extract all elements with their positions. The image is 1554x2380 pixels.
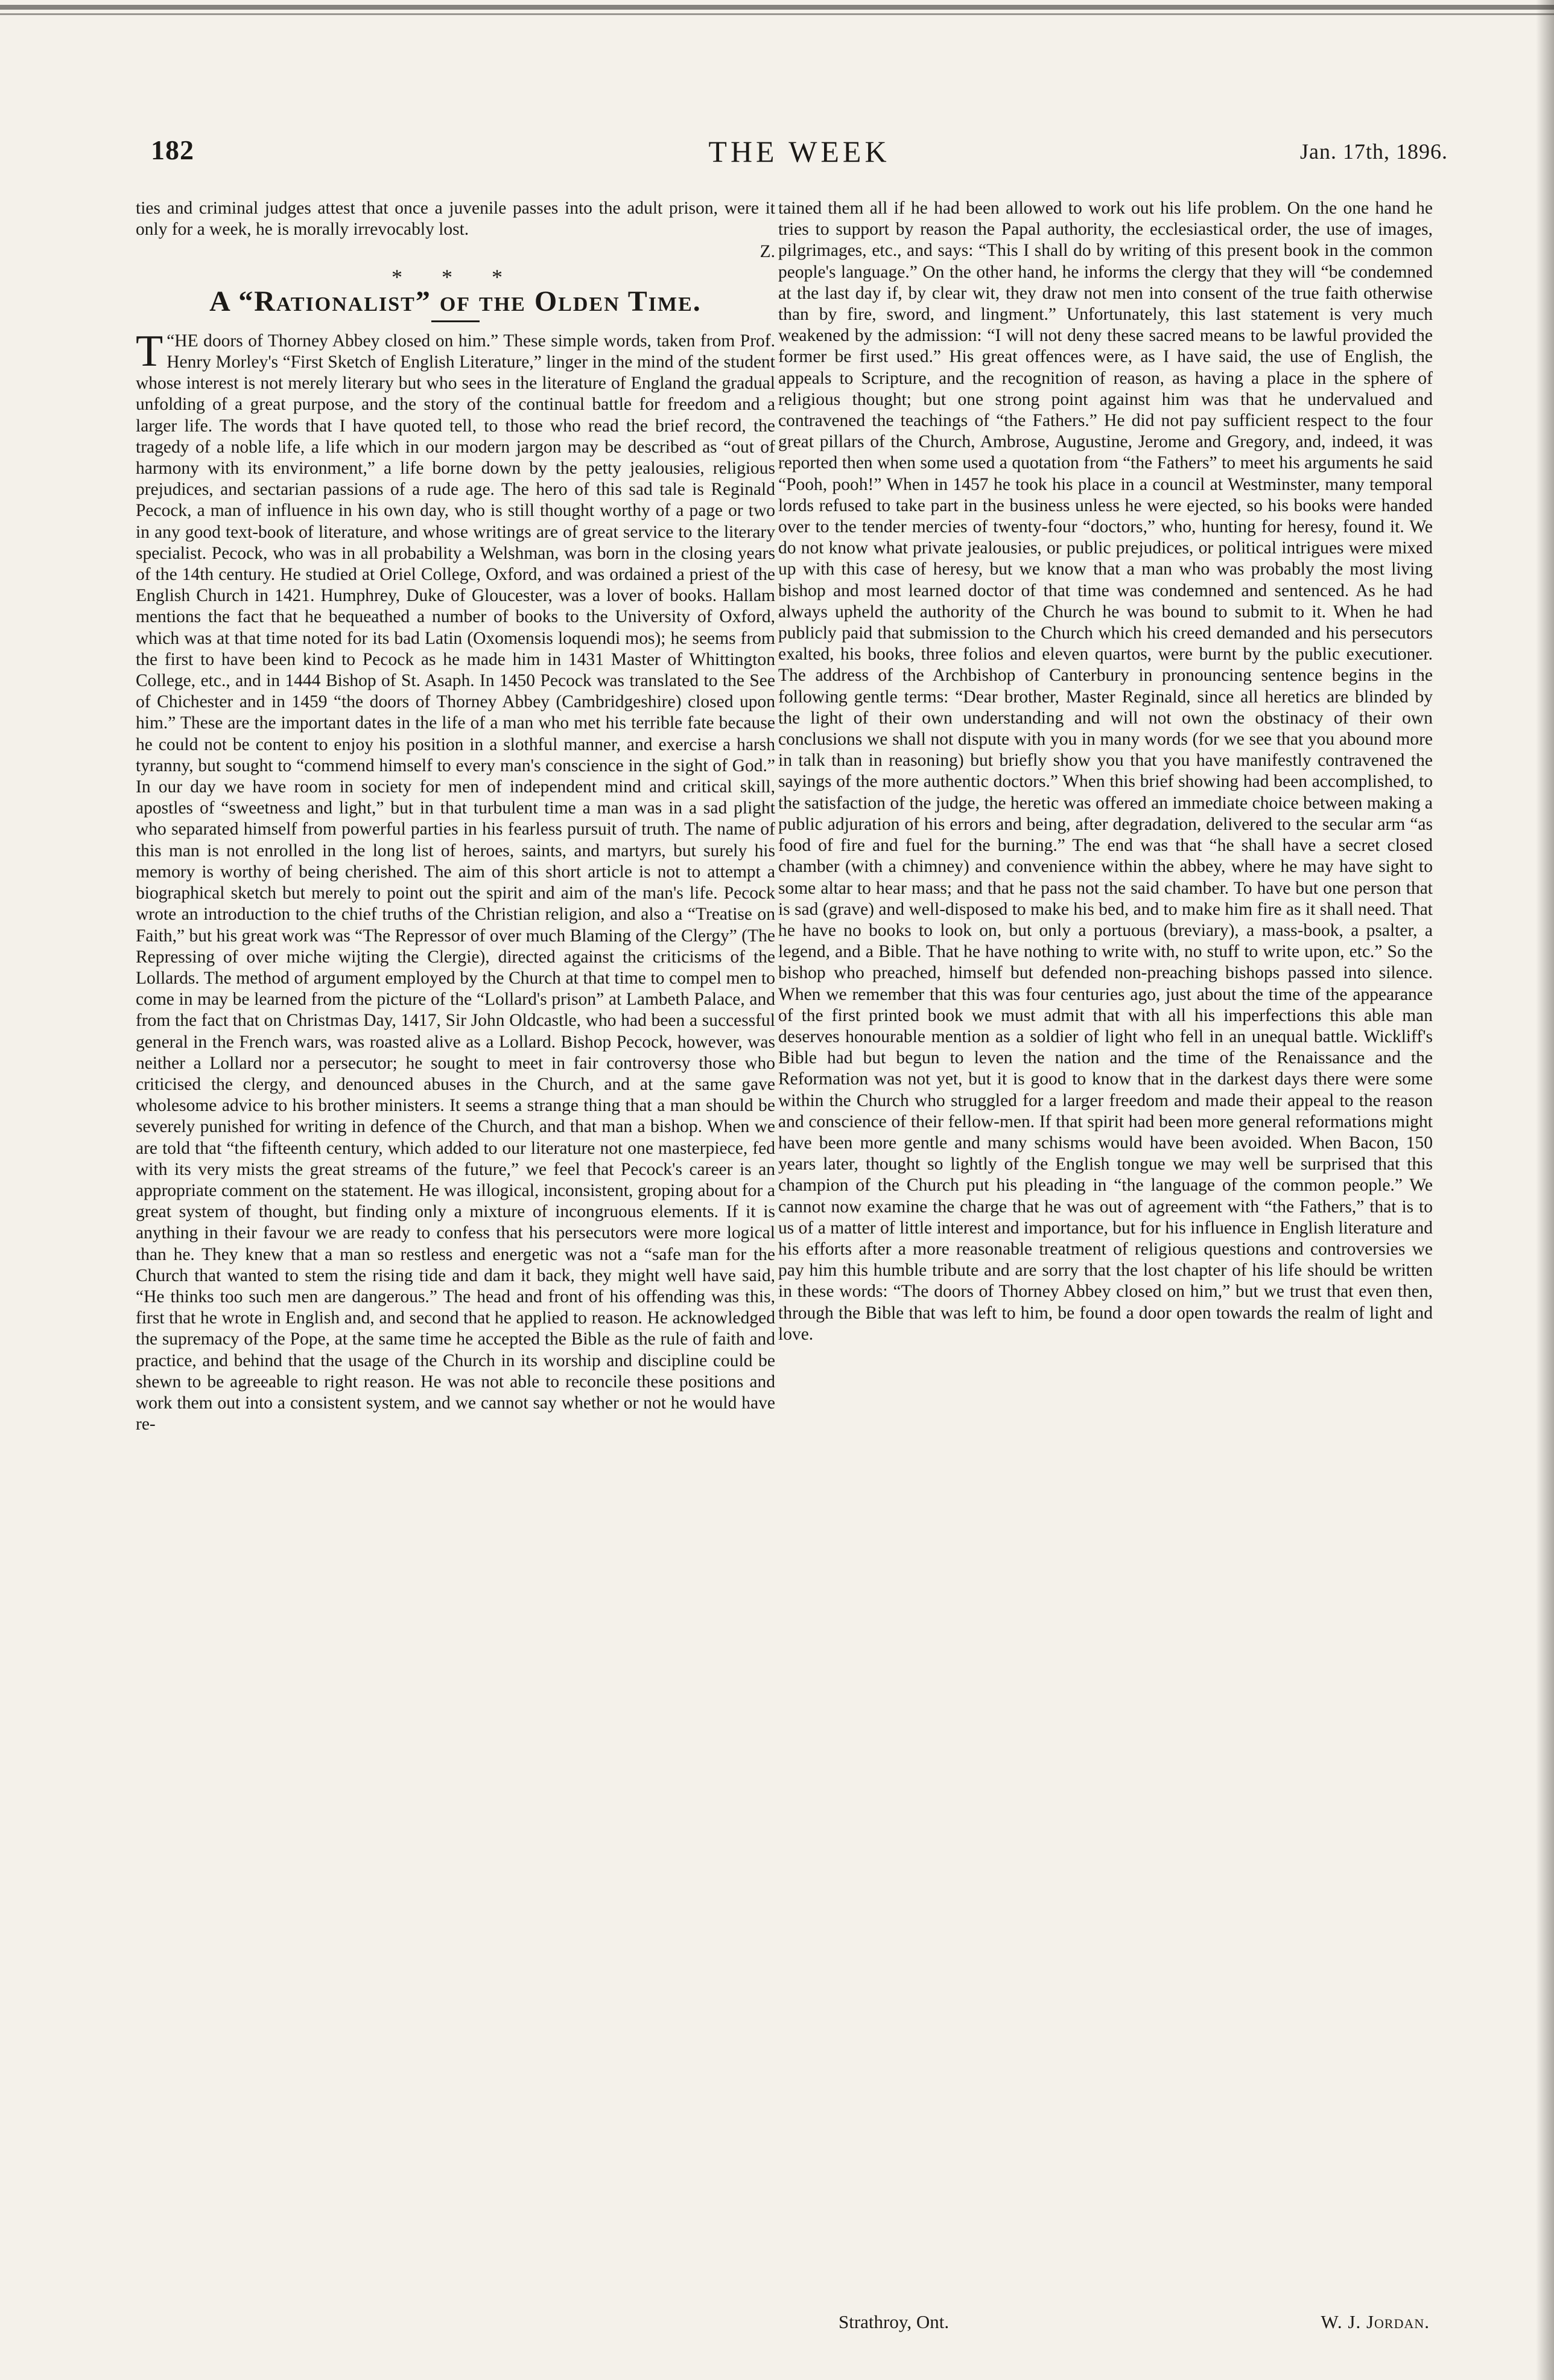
author-name: W. J. Jordan. xyxy=(1321,2311,1430,2332)
drop-cap: T xyxy=(136,326,163,376)
section-divider-stars: * * * xyxy=(392,264,519,289)
page-header xyxy=(151,134,1448,176)
top-border-rule xyxy=(0,5,1554,10)
issue-date: Jan. 17th, 1896. xyxy=(1300,139,1448,164)
article-body-left xyxy=(136,326,775,1436)
article-footer xyxy=(839,2311,1430,2341)
page-number: 182 xyxy=(151,135,194,165)
title-underline-rule xyxy=(431,320,480,322)
article-body-right: tained them all if he had been allowed to work out his life problem. On the one hand he tries to support by reason the Papal authority, the ecclesiastical order, the use of images, pilgrimages, etc., and says: “This I shall do by writing of this present book in the common people's language.” On the other hand, he informs the clergy that they will “be condemned at the last day if, by clear wit, they draw not men into consent of the true faith otherwise than by fire, sword, and lingment.” Unfortunately, this last statement is very much weakened by the admission: “I will not deny these sacred means to be lawful provided the former be first used.” His great offences were, as I have said, the use of English, the appeals to Scripture, and the recognition of reason, as having a place in the sphere of religious thought; but one strong point against him was that he undervalued and contravened the teachings of “the Fathers.” He did not pay sufficient respect to the four great pillars of the Church, Ambrose, Augustine, Jerome and Gregory, and, indeed, it was reported then when some used a quotation from “the Fathers” to meet his arguments he said “Pooh, pooh!” When in 1457 he took his place in a council at Westminster, many temporal lords refused to take part in the business unless he were ejected, so his books were handed over to the tender mercies of twenty-four “doctors,” who, hunting for heresy, found it. We do not know what private jealousies, or public prejudices, or political intrigues were mixed up with this case of heresy, but we know that a man who was probably the most living bishop and most learned doctor of that time was condemned and sentenced. As he had always upheld the authority of the Church he was bound to submit to it. When he had publicly paid that submission to the Church which his creed demanded and his persecutors exalted, his books, three folios and eleven quartos, were burnt by the public executioner. The address of the Archbishop of Canterbury in pronouncing sentence begins in the following gentle terms: “Dear brother, Master Reginald, since all heretics are blinded by the light of their own understanding and will not own the obstinacy of their own conclusions we shall not dispute with you in many words (for we see that you abound more in talk than in reasoning) but briefly show you that you have manifestly contravened the sayings of the more authentic doctors.” When this brief showing had been accomplished, to the satisfaction of the judge, the heretic was offered an immediate choice between making a public adjuration of his errors and being, after degradation, delivered to the secular arm “as food of fire and fuel for the burning.” The end was that “he shall have a secret closed chamber (with a chimney) and convenience within the abbey, where he may have sight to some altar to hear mass; and that he pass not the said chamber. To have but one person that is sad (grave) and well-disposed to make his bed, and to make him fire as it shall need. That he have no books to look on, but only a portuous (breviary), a mass-book, a psalter, a legend, and a Bible. That he have nothing to write with, no stuff to write upon, etc.” So the bishop who preached, himself but defended non-preaching bishops passed into silence. When we remember that this was four centuries ago, just about the time of the appearance of the first printed book we must admit that with all his imperfections this able man deserves honourable mention as a soldier of light who fell in an unequal battle. Wickliff's Bible had but begun to leven the nation and the time of the Renaissance and the Reformation was not yet, but it is good to know that in the darkest days there were some within the Church who struggled for a larger freedom and made their appeal to the reason and conscience of their fellow-men. If that spirit had been more general reformations might have been more gentle and many schisms would have been avoided. When Bacon, 150 years later, thought so lightly of the English tongue we may well be surprised that this champion of the Church put his pleading in “the language of the common people.” We cannot now examine the charge that he was out of agreement with “the Fathers,” that is to us of a matter of little interest and importance, but for his influence in English literature and his efforts after a more reasonable treatment of religious questions and controversies we pay him this humble tribute and are sorry that the lost chapter of his life should be written in these words: “The doors of Thorney Abbey closed on him,” but we trust that even then, through the Bible that was left to him, be found a door open towards the realm of light and love. xyxy=(778,199,1433,1344)
masthead-title: THE WEEK xyxy=(708,135,890,168)
page-edge-shadow xyxy=(1536,0,1554,2380)
article-text-left: “HE doors of Thorney Abbey closed on him.” These simple words, taken from Prof. Henry Morley's “First Sketch of English Literature,” linger in the mind of the student whose interest is not merely literary but who sees in the literature of England the gradual unfolding of a great purpose, and the story of the continual battle for freedom and a larger life. The words that I have quoted tell, to those who read the brief record, the tragedy of a noble life, a life which in our modern jargon may be described as “out of harmony with its environment,” a life borne down by the petty jealousies, religious prejudices, and sectarian passions of a rude age. The hero of this sad tale is Reginald Pecock, a man of influence in his own day, who is still thought worthy of a page or two in any good text-book of literature, and whose writings are of great service to the literary specialist. Pecock, who was in all probability a Welshman, was born in the closing years of the 14th century. He studied at Oriel College, Oxford, and was ordained a priest of the English Church in 1421. Humphrey, Duke of Gloucester, was a lover of books. Hallam mentions the fact that he bequeathed a number of books to the University of Oxford, which was at that time noted for its bad Latin (Oxomensis loquendi mos); he seems from the first to have been kind to Pecock as he made him in 1431 Master of Whittington College, etc., and in 1444 Bishop of St. Asaph. In 1450 Pecock was translated to the See of Chichester and in 1459 “the doors of Thorney Abbey (Cambridgeshire) closed upon him.” These are the important dates in the life of a man who met his terrible fate because he could not be content to enjoy his position in a slothful manner, and exercise a harsh tyranny, but sought to “commend himself to every man's conscience in the sight of God.” In our day we have room in society for men of independent mind and critical skill, apostles of “sweetness and light,” but in that turbulent time a man was in a sad plight who separated himself from powerful parties in his fearless pursuit of truth. The name of this man is not enrolled in the long list of heroes, saints, and martyrs, but surely his memory is worthy of being cherished. The aim of this short article is not to attempt a biographical sketch but merely to point out the spirit and aim of the man's life. Pecock wrote an introduction to the chief truths of the Christian religion, and also a “Treatise on Faith,” but his great work was “The Repressor of over much Blaming of the Clergy” (The Repressing of over miche wijting the Clergie), directed against the criticisms of the Lollards. The method of argument employed by the Church at that time to compel men to come in may be learned from the picture of the “Lollard's prison” at Lambeth Palace, and from the fact that on Christmas Day, 1417, Sir John Oldcastle, who had been a successful general in the French wars, was roasted alive as a Lollard. Bishop Pecock, however, was neither a Lollard nor a persecutor; he sought to meet in fair controversy those who criticised the clergy, and denounced abuses in the Church, and at the same gave wholesome advice to his brother ministers. It seems a strange thing that a man should be severely punished for writing in defence of the Church, and that man a bishop. When we are told that “the fifteenth century, which added to our literature not one masterpiece, fed with its very mists the great streams of the future,” we feel that Pecock's career is an appropriate comment on the statement. He was illogical, inconsistent, groping about for a great system of thought, but finding only a mixture of incongruous elements. If it is anything in their favour we are ready to confess that his persecutors were more logical than he. They knew that a man so restless and energetic was not a “safe man for the Church that wanted to stem the rising tide and dam it back, they might well have said, “He thinks too such men are dangerous.” The head and front of his offending was this, first that he wrote in English and, and second that he applied to reason. He acknowledged the supremacy of the Pope, at the same time he accepted the Bible as the rule of faith and practice, and behind that the usage of the Church in its worship and discipline could be shewn to be agreeable to right reason. He was not able to reconcile these positions and work them out into a consistent system, and we cannot say whether or not he would have re- xyxy=(136,331,775,1434)
previous-article-ending: ties and criminal judges attest that once a juvenile passes into the adult prison, were it only for a week, he is morally irrevocably lost. xyxy=(136,199,775,240)
article-title: A “Rationalist” of the Olden Time. xyxy=(209,285,702,317)
previous-article-signoff xyxy=(136,241,775,262)
right-column xyxy=(778,198,1433,1345)
signoff-initial: Z. xyxy=(760,242,775,262)
author-location: Strathroy, Ont. xyxy=(839,2311,950,2332)
top-border-rule-thin xyxy=(0,13,1554,15)
left-column xyxy=(136,198,775,1435)
